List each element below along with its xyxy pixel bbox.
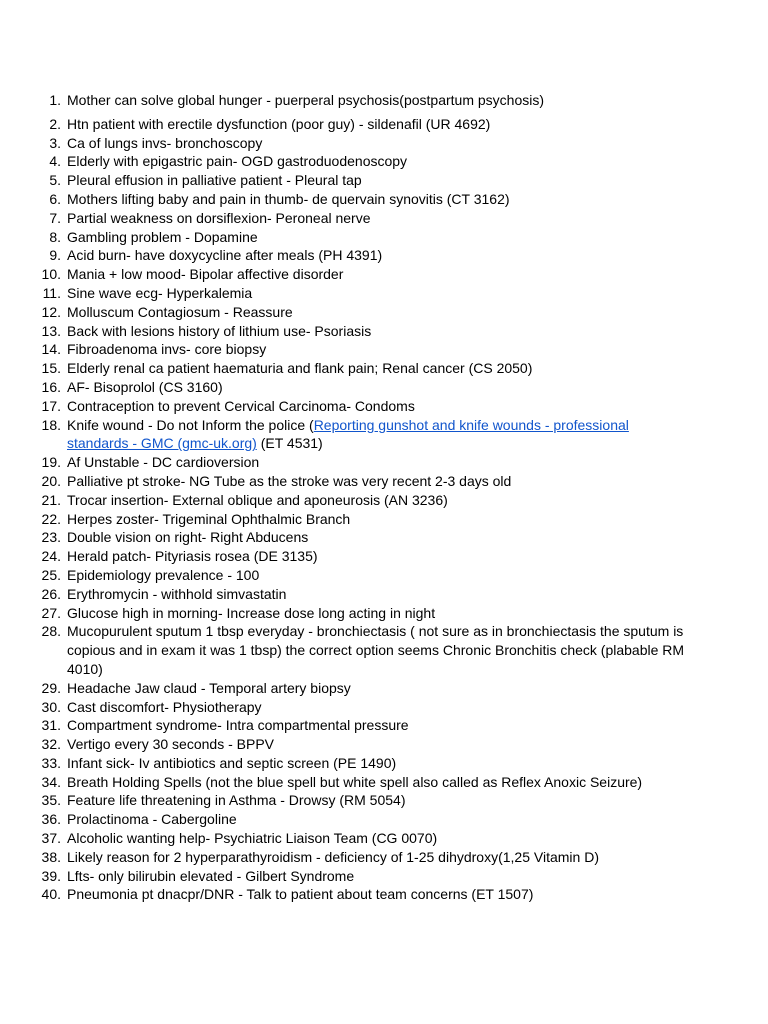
list-item bbox=[0, 754, 768, 773]
list-item bbox=[0, 134, 768, 153]
list-item bbox=[0, 209, 768, 228]
list-item-number: 26. bbox=[41, 585, 61, 602]
list-item bbox=[0, 397, 768, 416]
list-item bbox=[0, 152, 768, 171]
list-item bbox=[0, 453, 768, 472]
list-item bbox=[0, 848, 768, 867]
list-item bbox=[0, 810, 768, 829]
list-item-text: Gambling problem - Dopamine bbox=[67, 228, 258, 245]
list-item bbox=[0, 472, 768, 491]
gmc-reporting-link[interactable]: Reporting gunshot and knife wounds - professional standards - GMC (gmc-uk.org) bbox=[67, 416, 629, 452]
list-item-text-before-link: Knife wound - Do not Inform the police ( bbox=[67, 416, 314, 433]
list-item-text: Back with lesions history of lithium use- Psoriasis bbox=[67, 322, 372, 339]
list-item bbox=[0, 791, 768, 810]
list-item bbox=[0, 171, 768, 190]
list-item-number: 22. bbox=[41, 510, 61, 527]
list-item bbox=[0, 303, 768, 322]
list-item-text-after-link: (ET 4531) bbox=[256, 435, 323, 452]
list-item-text: Double vision on right- Right Abducens bbox=[67, 529, 309, 546]
list-item-number: 10. bbox=[41, 266, 61, 283]
list-item-text: Htn patient with erectile dysfunction (poor guy) - sildenafil (UR 4692) bbox=[67, 115, 491, 132]
list-item-text: Trocar insertion- External oblique and aponeurosis (AN 3236) bbox=[67, 491, 448, 508]
list-item-number: 4. bbox=[49, 153, 61, 170]
list-item bbox=[0, 340, 768, 359]
list-item bbox=[0, 716, 768, 735]
list-item-text: Sine wave ecg- Hyperkalemia bbox=[67, 284, 253, 301]
list-item-number: 35. bbox=[41, 792, 61, 809]
list-item-number: 13. bbox=[41, 322, 61, 339]
list-item-number: 28. bbox=[41, 623, 61, 640]
list-item bbox=[0, 547, 768, 566]
list-item-text: Cast discomfort- Physiotherapy bbox=[67, 698, 262, 715]
list-item-number: 12. bbox=[41, 303, 61, 320]
list-item bbox=[0, 604, 768, 623]
list-item-number: 27. bbox=[41, 604, 61, 621]
list-item-number: 31. bbox=[41, 717, 61, 734]
list-item-text: Mania + low mood- Bipolar affective disorder bbox=[67, 266, 344, 283]
list-item bbox=[0, 359, 768, 378]
list-item-number: 15. bbox=[41, 360, 61, 377]
list-item-text: Alcoholic wanting help- Psychiatric Liaison Team (CG 0070) bbox=[67, 830, 438, 847]
list-item-text: Elderly renal ca patient haematuria and flank pain; Renal cancer (CS 2050) bbox=[67, 360, 533, 377]
list-item-number: 19. bbox=[41, 454, 61, 471]
list-item bbox=[0, 566, 768, 585]
numbered-list bbox=[0, 91, 768, 904]
list-item-number: 16. bbox=[41, 378, 61, 395]
list-item bbox=[0, 622, 768, 678]
list-item-number: 2. bbox=[49, 115, 61, 132]
list-item bbox=[0, 698, 768, 717]
list-item bbox=[0, 322, 768, 341]
list-item bbox=[0, 867, 768, 886]
list-item-text: Feature life threatening in Asthma - Drowsy (RM 5054) bbox=[67, 792, 406, 809]
list-item-text: Pneumonia pt dnacpr/DNR - Talk to patient about team concerns (ET 1507) bbox=[67, 886, 534, 903]
list-item bbox=[0, 829, 768, 848]
list-item bbox=[0, 378, 768, 397]
list-item-number: 21. bbox=[41, 491, 61, 508]
list-item-number: 25. bbox=[41, 566, 61, 583]
list-item-text: Prolactinoma - Cabergoline bbox=[67, 811, 237, 828]
list-item-number: 37. bbox=[41, 830, 61, 847]
list-item-number: 33. bbox=[41, 754, 61, 771]
list-item-number: 24. bbox=[41, 548, 61, 565]
list-item-text bbox=[67, 416, 687, 454]
list-item-number: 36. bbox=[41, 811, 61, 828]
list-item-text: Compartment syndrome- Intra compartmental pressure bbox=[67, 717, 409, 734]
list-item-text: Infant sick- Iv antibiotics and septic screen (PE 1490) bbox=[67, 754, 397, 771]
list-item-number: 14. bbox=[41, 341, 61, 358]
list-item bbox=[0, 510, 768, 529]
list-item-text: Headache Jaw claud - Temporal artery biopsy bbox=[67, 679, 351, 696]
list-item-number: 23. bbox=[41, 529, 61, 546]
list-item-number: 38. bbox=[41, 848, 61, 865]
list-item-text: Breath Holding Spells (not the blue spell but white spell also called as Reflex Anoxic Seizure) bbox=[67, 773, 643, 790]
list-item-text: Af Unstable - DC cardioversion bbox=[67, 454, 260, 471]
list-item-text: Likely reason for 2 hyperparathyroidism - deficiency of 1-25 dihydroxy(1,25 Vitamin D) bbox=[67, 848, 599, 865]
list-item-text: Lfts- only bilirubin elevated - Gilbert Syndrome bbox=[67, 867, 355, 884]
list-item-text: Mothers lifting baby and pain in thumb- de quervain synovitis (CT 3162) bbox=[67, 190, 510, 207]
list-item bbox=[0, 773, 768, 792]
list-item bbox=[0, 679, 768, 698]
list-item-number: 7. bbox=[49, 209, 61, 226]
list-item-number: 20. bbox=[41, 472, 61, 489]
list-item-number: 11. bbox=[42, 284, 61, 301]
list-item bbox=[0, 885, 768, 904]
list-item-text: Vertigo every 30 seconds - BPPV bbox=[67, 736, 274, 753]
list-item-number: 39. bbox=[41, 867, 61, 884]
list-item bbox=[0, 246, 768, 265]
list-item-number: 40. bbox=[41, 886, 61, 903]
list-item-text: Erythromycin - withhold simvastatin bbox=[67, 585, 287, 602]
list-item-number: 8. bbox=[49, 228, 61, 245]
list-item-number: 1. bbox=[49, 92, 61, 108]
list-item-text: Partial weakness on dorsiflexion- Peroneal nerve bbox=[67, 209, 371, 226]
list-item-text: Pleural effusion in palliative patient - Pleural tap bbox=[67, 172, 362, 189]
list-item-number: 9. bbox=[49, 247, 61, 264]
list-item-number: 29. bbox=[41, 679, 61, 696]
list-item-text: Fibroadenoma invs- core biopsy bbox=[67, 341, 267, 358]
list-item-text: AF- Bisoprolol (CS 3160) bbox=[67, 378, 223, 395]
list-item bbox=[0, 491, 768, 510]
list-item bbox=[0, 528, 768, 547]
list-item bbox=[0, 91, 768, 110]
list-item-text: Herpes zoster- Trigeminal Ophthalmic Branch bbox=[67, 510, 351, 527]
list-item bbox=[0, 735, 768, 754]
list-item bbox=[0, 284, 768, 303]
list-item-number: 5. bbox=[49, 172, 61, 189]
list-item bbox=[0, 585, 768, 604]
list-item-text: Contraception to prevent Cervical Carcinoma- Condoms bbox=[67, 397, 415, 414]
list-item-number: 34. bbox=[41, 773, 61, 790]
list-item-text: Glucose high in morning- Increase dose long acting in night bbox=[67, 604, 436, 621]
list-item-number: 6. bbox=[49, 190, 61, 207]
list-item-text: Elderly with epigastric pain- OGD gastroduodenoscopy bbox=[67, 153, 408, 170]
list-item-text: Herald patch- Pityriasis rosea (DE 3135) bbox=[67, 548, 318, 565]
list-item-number: 3. bbox=[49, 134, 61, 151]
list-item-number: 18. bbox=[41, 416, 61, 433]
list-item-text: Ca of lungs invs- bronchoscopy bbox=[67, 134, 263, 151]
list-item-number: 32. bbox=[41, 736, 61, 753]
list-item-number: 30. bbox=[41, 698, 61, 715]
list-item-text: Palliative pt stroke- NG Tube as the stroke was very recent 2-3 days old bbox=[67, 472, 512, 489]
list-item bbox=[0, 190, 768, 209]
list-item-text: Acid burn- have doxycycline after meals (PH 4391) bbox=[67, 247, 383, 264]
list-item bbox=[0, 265, 768, 284]
list-item-text: Molluscum Contagiosum - Reassure bbox=[67, 303, 293, 320]
list-item bbox=[0, 115, 768, 134]
list-item-number: 17. bbox=[41, 397, 61, 414]
list-item-text: Mucopurulent sputum 1 tbsp everyday - bronchiectasis ( not sure as in bronchiectasis the sputum is copious and in exam it was 1 tbsp) the correct option seems Chronic Bronchitis check (plabable RM 4010) bbox=[67, 623, 685, 677]
list-item bbox=[0, 228, 768, 247]
list-item bbox=[0, 416, 768, 454]
list-item-text: Epidemiology prevalence - 100 bbox=[67, 566, 260, 583]
list-item-text: Mother can solve global hunger - puerperal psychosis(postpartum psychosis) bbox=[67, 92, 545, 108]
